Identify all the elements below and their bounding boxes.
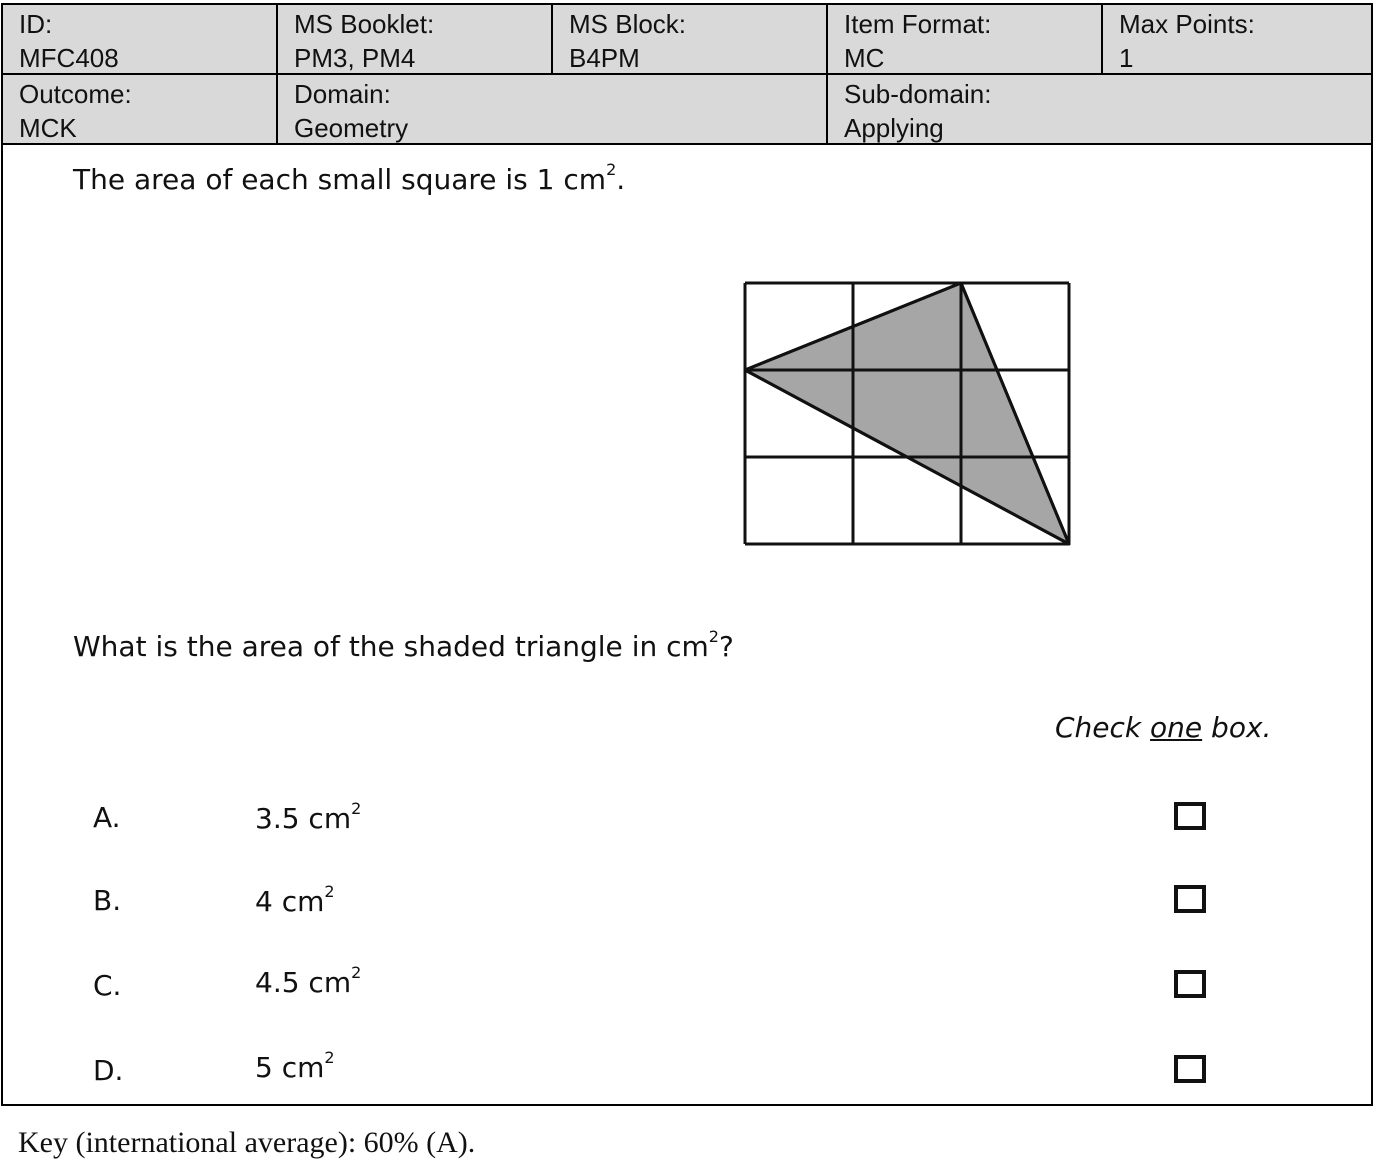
meta-cell-max-points	[1103, 5, 1371, 73]
meta-id-label: ID:	[19, 9, 53, 39]
option-value-superscript: 2	[351, 962, 362, 982]
option-value	[255, 798, 362, 835]
meta-domain-label: Domain:	[294, 79, 391, 109]
metadata-row-2	[3, 75, 1371, 145]
meta-id-value: MFC408	[19, 43, 119, 73]
question-end: ?	[718, 630, 734, 663]
option-a-checkbox[interactable]	[1174, 802, 1206, 830]
option-d-checkbox[interactable]	[1174, 1055, 1206, 1083]
meta-max-points-label: Max Points:	[1119, 9, 1255, 39]
option-value-superscript: 2	[324, 1047, 335, 1067]
answer-key-note: Key (international average): 60% (A).	[18, 1126, 476, 1159]
meta-item-format-value: MC	[844, 43, 885, 73]
meta-cell-outcome	[3, 75, 278, 143]
meta-cell-id	[3, 5, 278, 73]
shaded-triangle	[745, 283, 1069, 544]
instruction-post: box.	[1202, 711, 1272, 744]
option-value	[255, 962, 362, 999]
option-value-text: 4 cm	[255, 885, 325, 918]
option-value-superscript: 2	[324, 881, 335, 901]
question-intro-end: .	[616, 163, 626, 196]
option-letter: A.	[93, 801, 121, 834]
option-value-text: 5 cm	[255, 1051, 325, 1084]
grid-triangle-figure	[739, 277, 1075, 549]
meta-sub-domain-value: Applying	[844, 113, 944, 143]
question-superscript: 2	[708, 626, 719, 646]
question-intro-text: The area of each small square is 1 cm	[73, 163, 607, 196]
meta-outcome-label: Outcome:	[19, 79, 132, 109]
question-intro	[73, 159, 626, 196]
option-value-text: 3.5 cm	[255, 802, 352, 835]
option-letter: D.	[93, 1054, 124, 1087]
meta-cell-sub-domain	[828, 75, 1371, 143]
instruction-underlined: one	[1150, 711, 1203, 744]
option-letter: C.	[93, 969, 122, 1002]
meta-ms-booklet-label: MS Booklet:	[294, 9, 435, 39]
meta-sub-domain-label: Sub-domain:	[844, 79, 992, 109]
instruction-pre: Check	[1055, 711, 1151, 744]
meta-cell-ms-booklet	[278, 5, 553, 73]
meta-cell-ms-block	[553, 5, 828, 73]
metadata-row-1	[3, 5, 1371, 75]
option-letter: B.	[93, 884, 122, 917]
question-intro-superscript: 2	[606, 159, 617, 179]
meta-cell-item-format	[828, 5, 1103, 73]
test-item-sheet	[1, 3, 1373, 1106]
meta-item-format-label: Item Format:	[844, 9, 992, 39]
option-value-text: 4.5 cm	[255, 966, 352, 999]
meta-outcome-value: MCK	[19, 113, 77, 143]
meta-max-points-value: 1	[1119, 43, 1134, 73]
question-text	[73, 626, 734, 663]
question-main-text: What is the area of the shaded triangle in cm	[73, 630, 709, 663]
option-value	[255, 881, 335, 918]
option-b-checkbox[interactable]	[1174, 885, 1206, 913]
meta-ms-block-value: B4PM	[569, 43, 640, 73]
option-value	[255, 1047, 335, 1084]
meta-ms-booklet-value: PM3, PM4	[294, 43, 416, 73]
option-value-superscript: 2	[351, 798, 362, 818]
meta-cell-domain	[278, 75, 828, 143]
answer-instruction	[1055, 711, 1271, 744]
meta-domain-value: Geometry	[294, 113, 409, 143]
option-c-checkbox[interactable]	[1174, 970, 1206, 998]
meta-ms-block-label: MS Block:	[569, 9, 687, 39]
